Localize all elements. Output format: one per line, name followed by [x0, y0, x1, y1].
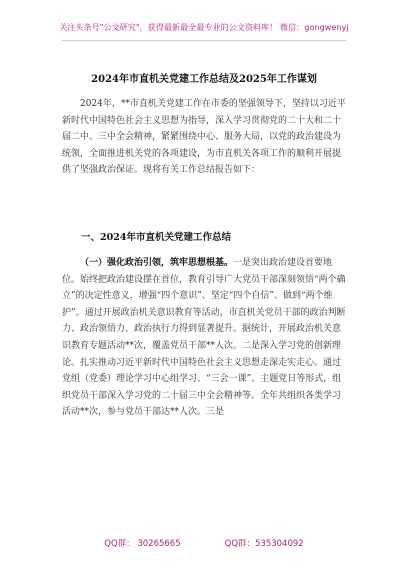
page-title: 2024年市直机关党建工作总结及2025年工作谋划 [91, 74, 317, 85]
section-heading: 一、2024年市直机关党建工作总结 [81, 232, 231, 243]
subsection-body: 一是突出政治建设首要地位。始终把政治建设摆在首位，教育引导广大党员干部深刻领悟“两个确立”的决定性意义，增强“四个意识”、坚定“四个自信”、做到“两个维护”。通过开展政治机关意识教育等活动，市直机关党员干部的政治判断力、政治领悟力、政治执行力得到显著提升。据统计，开展政治机关意识教育专题活动**次，覆盖党员干部**人次。二是深入学习党的创新理论。扎实推动习近平新时代中国特色社会主义思想走深走实走心。通过党组（党委）理论学习中心组学习、“三会一课”、主题党日等形式，组织党员干部深入学习党的二十届三中全会精神等。全年共组织各类学习活动**次，参与党员干部达**人次。三是 [62, 258, 346, 418]
subsection-paragraph [62, 255, 348, 421]
footer-contact [0, 537, 408, 549]
intro-paragraph: 2024年，**市直机关党建工作在市委的坚强领导下，坚持以习近平新时代中国特色社会主义思想为指导，深入学习贯彻党的二十大和二十届二中、三中全会精神，紧紧围绕中心、服务大局，以党的政治建设为统领，全面推进机关党的各项建设，为市直机关各项工作的顺利开展提供了坚强政治保证。现将有关工作总结报告如下： [62, 99, 346, 176]
footer-qq-left: QQ群： 30265665 [104, 539, 181, 549]
footer-qq-right: QQ群：535304092 [224, 539, 304, 549]
header-divider [62, 40, 346, 41]
header-banner: 关注头条号"公文研究"，获得最新最全最专业的公文资料库！ 微信：gongwenyj [59, 23, 349, 32]
subsection-lead: （一）强化政治引领，筑牢思想根基。 [80, 258, 234, 268]
